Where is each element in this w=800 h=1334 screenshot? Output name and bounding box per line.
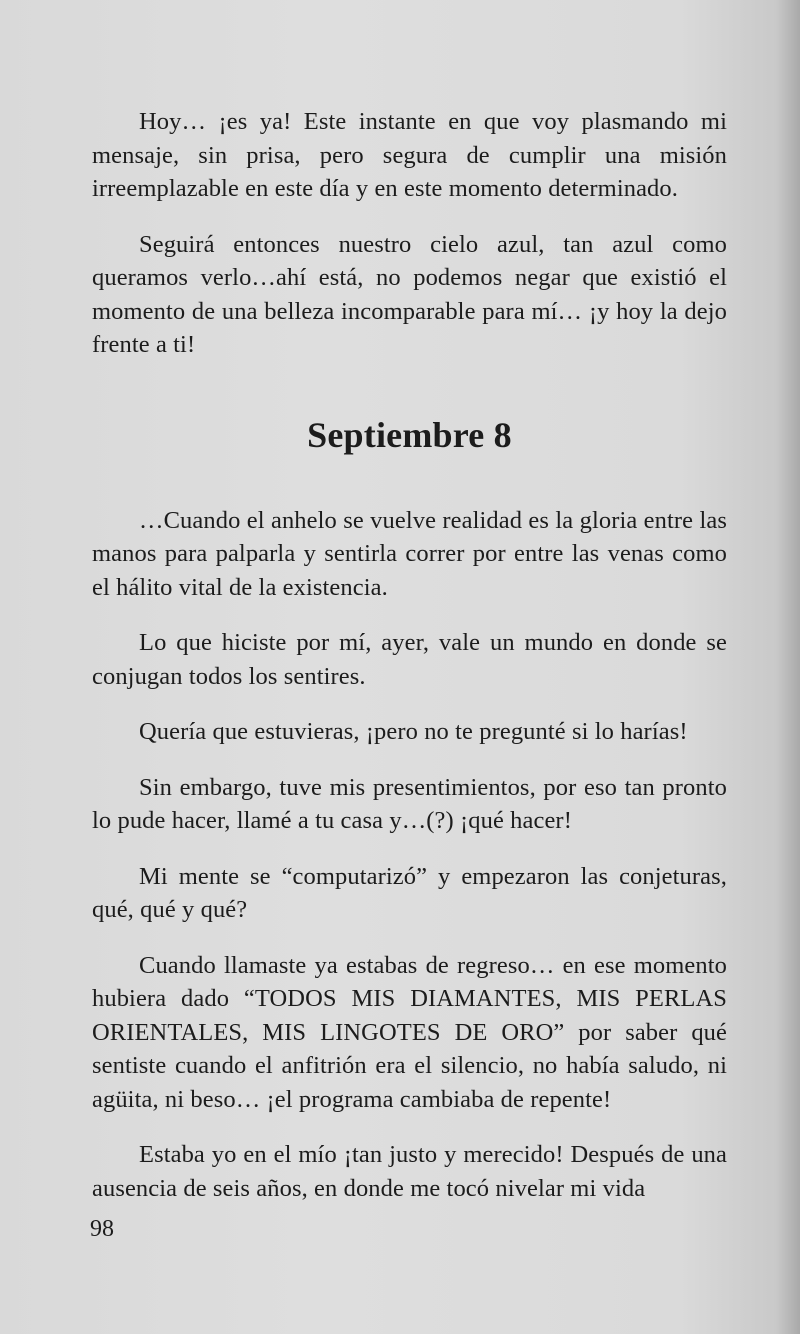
paragraph: Sin embargo, tuve mis presentimientos, por eso tan pronto lo pude hacer, llamé a tu casa y…(?) ¡qué hacer! (92, 773, 727, 834)
paragraph: Lo que hiciste por mí, ayer, vale un mundo en donde se conjugan todos los sentires. (92, 629, 727, 690)
paragraph: Hoy… ¡es ya! Este instante en que voy plasmando mi mensaje, sin prisa, pero segura de cumplir una misión irreemplazable en este día y en este momento determinado. (92, 108, 727, 202)
page-text (92, 105, 727, 1227)
paragraph: Cuando llamaste ya estabas de regreso… en ese momento hubiera dado “TODOS MIS DIAMANTES, MIS PERLAS ORIENTALES, MIS LINGOTES DE ORO” por saber qué sentiste cuando el anfitrión era el silencio, no había saludo, ni agüita, ni beso… ¡el programa cambiaba de repente! (92, 951, 727, 1113)
paragraph: …Cuando el anhelo se vuelve realidad es la gloria entre las manos para palparla y sentirla correr por entre las venas como el hálito vital de la existencia. (92, 506, 727, 601)
page-number: 98 (90, 1216, 114, 1242)
paragraph: Estaba yo en el mío ¡tan justo y merecido! Después de una ausencia de seis años, en donde me tocó nivelar mi vida (92, 1141, 727, 1202)
paragraph: Mi mente se “computarizó” y empezaron las conjeturas, qué, qué y qué? (92, 862, 727, 923)
paragraph: Quería que estuvieras, ¡pero no te pregunté si lo harías! (139, 718, 688, 745)
paragraph: Seguirá entonces nuestro cielo azul, tan azul como queramos verlo…ahí está, no podemos negar que existió el momento de una belleza incomparable para mí… ¡y hoy la dejo frente a ti! (92, 230, 727, 358)
section-heading: Septiembre 8 (307, 414, 512, 455)
